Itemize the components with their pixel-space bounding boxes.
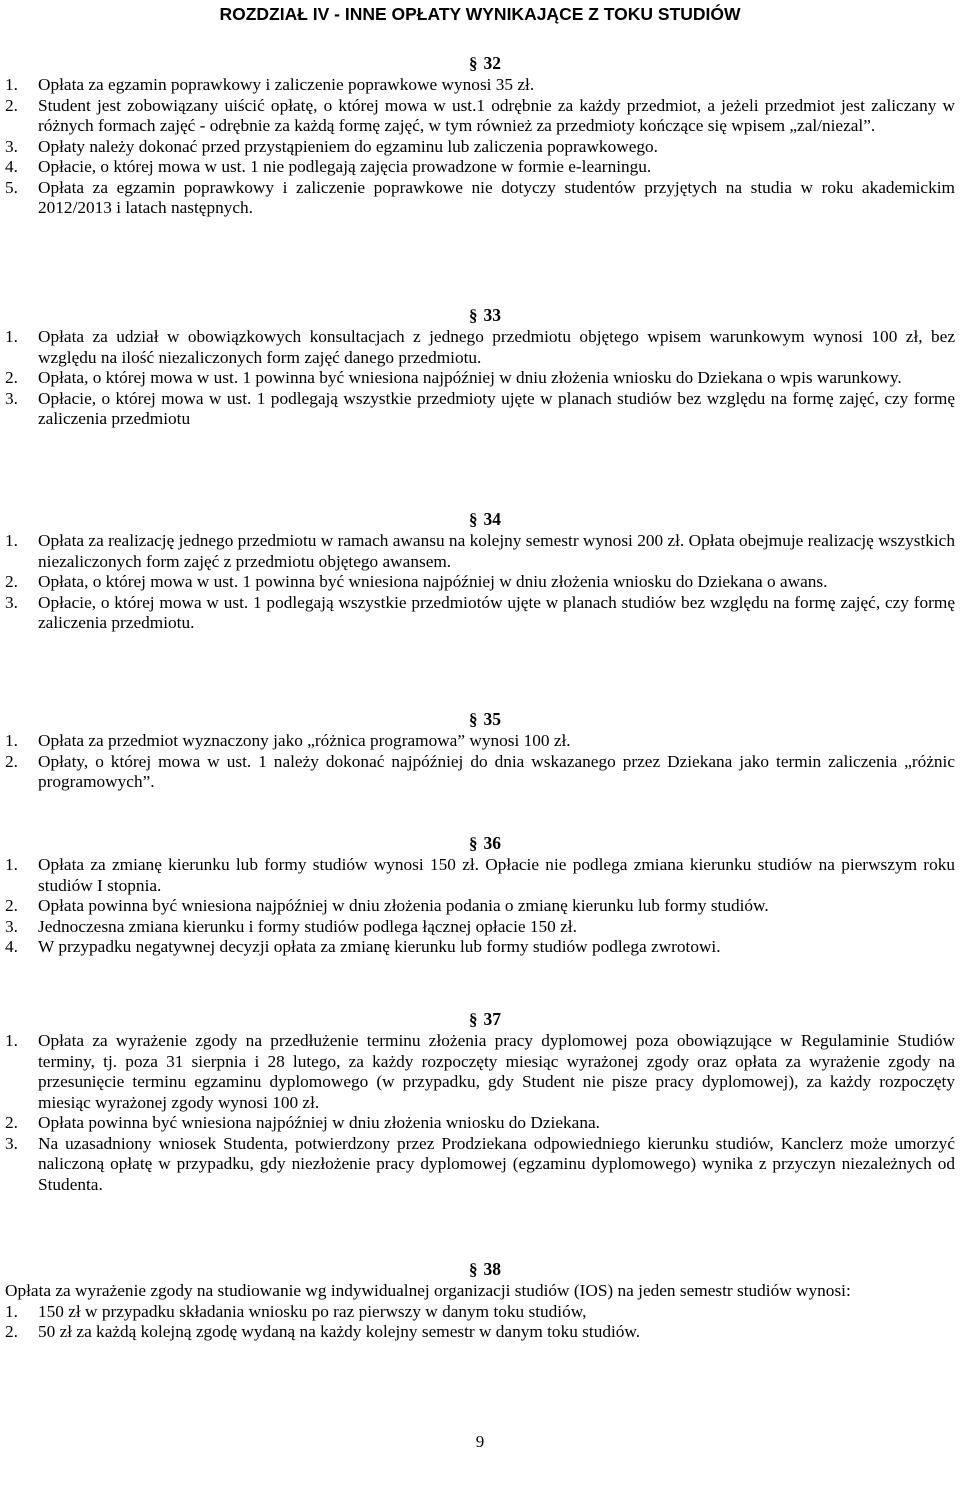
item-text: Opłacie, o której mowa w ust. 1 nie podlegają zajęcia prowadzone w formie e-learningu. xyxy=(38,157,652,176)
item-number: 2. xyxy=(5,1113,18,1132)
item-text: Opłaty, o której mowa w ust. 1 należy dokonać najpóźniej do dnia wskazanego przez Dziekana jako termin zaliczenia „różnic programowych”. xyxy=(38,751,955,791)
list-item xyxy=(0,752,960,793)
list-item xyxy=(0,855,960,896)
list-item xyxy=(0,1322,960,1343)
item-text: Opłata za realizację jednego przedmiotu w ramach awansu na kolejny semestr wynosi 200 zł. Opłata obejmuje realizację wszystkich niezaliczonych form zajęć z przedmiotu objętego awansem. xyxy=(38,531,955,571)
page-number: 9 xyxy=(475,1432,485,1451)
item-number: 5. xyxy=(5,177,18,197)
list-item xyxy=(0,75,960,96)
list-item xyxy=(0,917,960,938)
item-number: 2. xyxy=(5,1322,18,1341)
section-number: 32 xyxy=(483,53,501,73)
item-text: W przypadku negatywnej decyzji opłata za zmianę kierunku lub formy studiów podlega zwrotowi. xyxy=(38,937,721,956)
item-number: 2. xyxy=(5,896,18,915)
item-text: Opłacie, o której mowa w ust. 1 podlegają wszystkie przedmiotów ujęte w planach studiów bez względu na formę zajęć, czy formę zaliczenia przedmiotu. xyxy=(38,592,955,632)
list-item xyxy=(0,178,960,219)
item-text: Opłata, o której mowa w ust. 1 powinna być wniesiona najpóźniej w dniu złożenia wniosku do Dziekana o wpis warunkowy. xyxy=(38,368,902,387)
section-mark: § xyxy=(469,510,478,529)
list-item xyxy=(0,1031,960,1113)
list-item xyxy=(0,896,960,917)
item-number: 3. xyxy=(5,388,18,408)
item-text: Opłaty należy dokonać przed przystąpieniem do egzaminu lub zaliczenia poprawkowego. xyxy=(38,136,658,156)
item-text: Opłata za przedmiot wyznaczony jako „różnica programowa” wynosi 100 zł. xyxy=(38,731,571,750)
section-heading xyxy=(0,1258,960,1281)
section-heading xyxy=(0,52,960,75)
section-32 xyxy=(0,52,960,219)
section-number: 36 xyxy=(483,833,501,853)
item-number: 1. xyxy=(5,75,18,94)
list-item xyxy=(0,1302,960,1323)
chapter-title: ROZDZIAŁ IV - INNE OPŁATY WYNIKAJĄCE Z TOKU STUDIÓW xyxy=(219,4,741,24)
item-text: Jednoczesna zmiana kierunku i formy studiów podlega łącznej opłacie 150 zł. xyxy=(38,916,577,936)
list-item xyxy=(0,1134,960,1196)
item-number: 3. xyxy=(5,592,18,612)
list-item xyxy=(0,137,960,158)
section-36 xyxy=(0,832,960,958)
section-heading xyxy=(0,832,960,855)
item-text: Opłata za egzamin poprawkowy i zaliczenie poprawkowe wynosi 35 zł. xyxy=(38,75,535,94)
section-37 xyxy=(0,1008,960,1195)
section-mark: § xyxy=(469,834,478,853)
section-heading xyxy=(0,304,960,327)
item-text: Opłata, o której mowa w ust. 1 powinna być wniesiona najpóźniej w dniu złożenia wniosku do Dziekana o awans. xyxy=(38,572,828,591)
section-heading xyxy=(0,508,960,531)
item-number: 4. xyxy=(5,937,18,956)
item-text: Opłata za udział w obowiązkowych konsultacjach z jednego przedmiotu objętego wpisem warunkowym wynosi 100 zł, bez względu na ilość niezaliczonych form zajęć danego przedmiotu. xyxy=(38,327,955,367)
list-item xyxy=(0,327,960,368)
item-text: Student jest zobowiązany uiścić opłatę, o której mowa w ust.1 odrębnie za każdy przedmiot, a jeżeli przedmiot jest zaliczany w różnych formach zajęć - odrębnie za każdą formę zajęć, w tym również za przedmioty kończące się wpisem „zal/niezal”. xyxy=(38,95,955,135)
list-item xyxy=(0,96,960,137)
section-number: 33 xyxy=(483,305,501,325)
list-item xyxy=(0,731,960,752)
item-number: 3. xyxy=(5,136,18,156)
list-item xyxy=(0,531,960,572)
item-number: 1. xyxy=(5,531,18,550)
item-text: Opłata za egzamin poprawkowy i zaliczenie poprawkowe nie dotyczy studentów przyjętych na studia w roku akademickim 2012/2013 i latach następnych. xyxy=(38,177,955,217)
section-mark: § xyxy=(469,54,478,73)
section-intro: Opłata za wyrażenie zgody na studiowanie wg indywidualnej organizacji studiów (IOS) na jeden semestr studiów wynosi: xyxy=(5,1281,851,1300)
item-number: 1. xyxy=(5,731,18,750)
item-number: 3. xyxy=(5,916,18,936)
section-mark: § xyxy=(469,1260,478,1279)
list-item xyxy=(0,1113,960,1134)
section-35 xyxy=(0,708,960,793)
item-number: 2. xyxy=(5,751,18,771)
list-item xyxy=(0,368,960,389)
item-number: 4. xyxy=(5,157,18,176)
item-number: 1. xyxy=(5,855,18,874)
item-text: 50 zł za każdą kolejną zgodę wydaną na każdy kolejny semestr w danym toku studiów. xyxy=(38,1322,641,1341)
item-text: Opłacie, o której mowa w ust. 1 podlegają wszystkie przedmioty ujęte w planach studiów bez względu na formę zajęć, czy formę zaliczenia przedmiotu xyxy=(38,388,955,428)
section-mark: § xyxy=(469,306,478,325)
item-text: Opłata powinna być wniesiona najpóźniej w dniu złożenia podania o zmianę kierunku lub formy studiów. xyxy=(38,896,769,915)
list-item xyxy=(0,389,960,430)
item-number: 2. xyxy=(5,572,18,591)
section-mark: § xyxy=(469,1010,478,1029)
item-text: Opłata powinna być wniesiona najpóźniej w dniu złożenia wniosku do Dziekana. xyxy=(38,1113,600,1132)
section-34 xyxy=(0,508,960,634)
section-number: 35 xyxy=(483,709,501,729)
section-number: 34 xyxy=(483,509,501,529)
section-number: 37 xyxy=(483,1009,501,1029)
list-item xyxy=(0,937,960,958)
item-text: Opłata za wyrażenie zgody na przedłużenie terminu złożenia pracy dyplomowej poza obowiązujące w Regulaminie Studiów terminy, tj. poza 31 sierpnia i 28 lutego, za każdy rozpoczęty miesiąc wyrażonej zgody oraz opłata za wyrażenie zgody na przesunięcie terminu egzaminu dyplomowego (w przypadku, gdy Student nie pisze pracy dyplomowej), za każdy rozpoczęty miesiąc wyrażonej zgody wynosi 100 zł. xyxy=(38,1031,955,1112)
section-heading xyxy=(0,1008,960,1031)
section-38 xyxy=(0,1258,960,1343)
list-item xyxy=(0,572,960,593)
section-33 xyxy=(0,304,960,430)
item-number: 3. xyxy=(5,1133,18,1153)
section-heading xyxy=(0,708,960,731)
item-number: 1. xyxy=(5,1301,18,1321)
list-item xyxy=(0,593,960,634)
list-item xyxy=(0,157,960,178)
item-number: 1. xyxy=(5,1031,18,1050)
item-text: Opłata za zmianę kierunku lub formy studiów wynosi 150 zł. Opłacie nie podlega zmiana kierunku studiów na pierwszym roku studiów I stopnia. xyxy=(38,855,955,895)
item-text: 150 zł w przypadku składania wniosku po raz pierwszy w danym toku studiów, xyxy=(38,1301,587,1321)
item-number: 1. xyxy=(5,327,18,346)
section-mark: § xyxy=(469,710,478,729)
item-number: 2. xyxy=(5,368,18,387)
section-number: 38 xyxy=(483,1259,501,1279)
item-text: Na uzasadniony wniosek Studenta, potwierdzony przez Prodziekana odpowiedniego kierunku studiów, Kanclerz może umorzyć naliczoną opłatę w przypadku, gdy niezłożenie pracy dyplomowej (egzaminu dyplomowego) wynika z przyczyn niezależnych od Studenta. xyxy=(38,1133,955,1194)
item-number: 2. xyxy=(5,95,18,115)
